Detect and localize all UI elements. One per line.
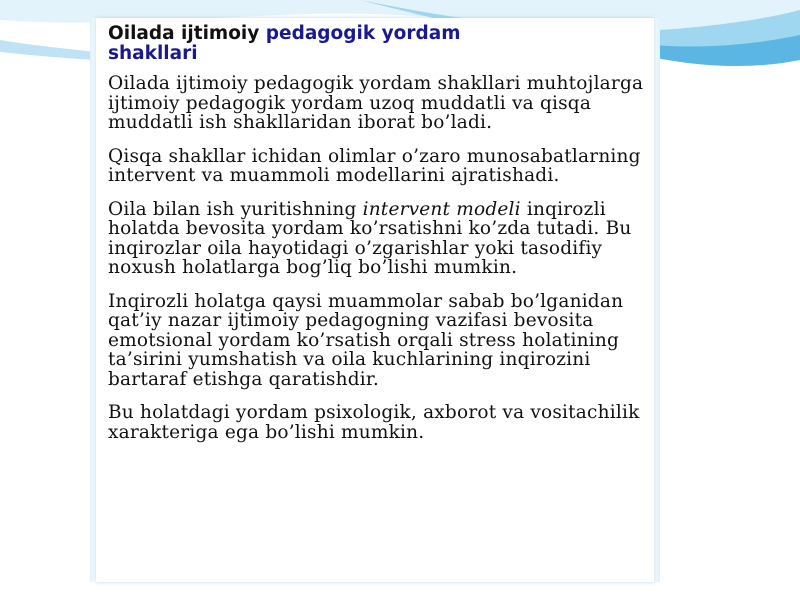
paragraph-3-lead: Oila bilan ish yuritishning <box>108 198 363 220</box>
title-accent-part-2: shakllari <box>108 43 198 64</box>
title-accent-part-1: pedagogik yordam <box>265 23 461 44</box>
title-black-part: Oilada ijtimoiy <box>108 23 260 44</box>
paragraph-4: Inqirozli holatga qaysi muammolar sabab bo’lganidan qat’iy nazar ijtimoiy pedagogning vazifasi bevosita emotsional yordam ko’rsatish orqali stress holatining ta’sirini yumshatish va oila kuchlarining inqirozini bartaraf etishga qaratishdir. <box>108 290 624 390</box>
paragraph-3-rest: inqirozli holatda bevosita yordam ko’rsatishni ko’zda tutadi. Bu inqirozlar oila hayotidagi o’zgarishlar yoki tasodifiy noxush holatlarga bog’liq bo’lishi mumkin. <box>108 198 632 278</box>
paragraph-5: Bu holatdagi yordam psixologik, axborot va vositachilik xarakteriga ega bo’lishi mumkin. <box>108 402 640 443</box>
slide-title <box>108 24 648 64</box>
paragraph-3 <box>108 200 648 278</box>
paragraph-2: Qisqa shakllar ichidan olimlar o’zaro munosabatlarning intervent va muammoli modellarini ajratishadi. <box>108 145 641 186</box>
wave-left-band <box>0 40 96 60</box>
panel-shadow-right <box>654 18 660 582</box>
paragraph-3-italic-term: intervent modeli <box>362 198 521 220</box>
slide-content <box>108 24 648 456</box>
paragraph-1: Oilada ijtimoiy pedagogik yordam shakllari muhtojlarga ijtimoiy pedagogik yordam uzoq muddatli va qisqa muddatli ish shakllaridan iborat bo’ladi. <box>108 73 644 133</box>
